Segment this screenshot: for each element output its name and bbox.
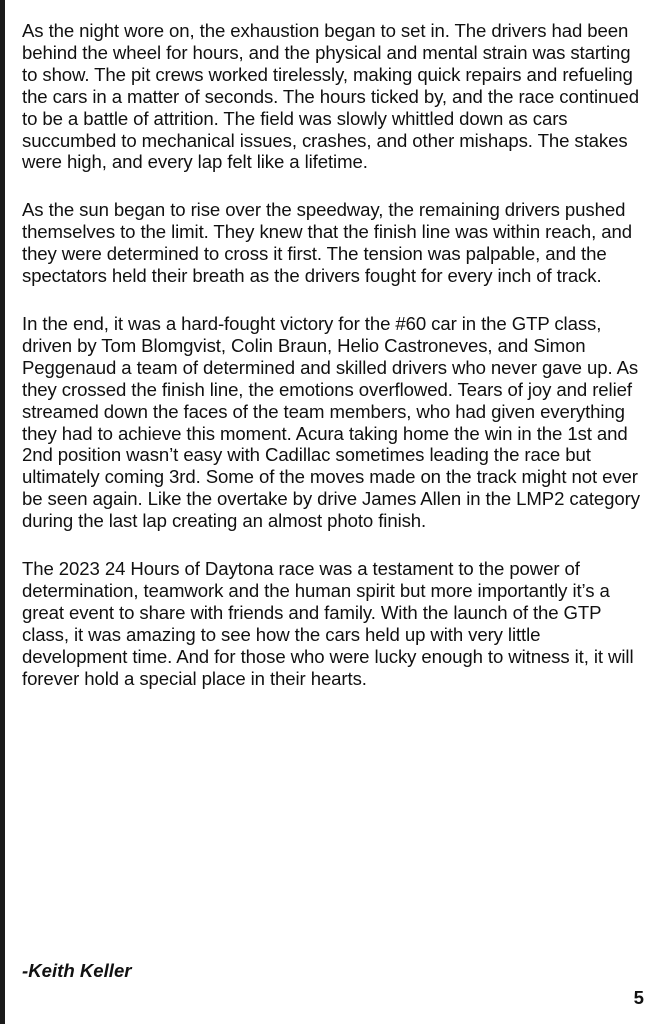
paragraph-night-exhaustion: As the night wore on, the exhaustion began to set in. The drivers had been behind the wheel for hours, and the physical and mental strain was starting to show. The pit crews worked tirelessly, making quick repairs and refueling the cars in a matter of seconds. The hours ticked by, and the race continued to be a battle of attrition. The field was slowly whittled down as cars succumbed to mechanical issues, crashes, and other mishaps. The stakes were high, and every lap felt like a lifetime. xyxy=(22,20,640,173)
author-signature: -Keith Keller xyxy=(22,960,132,981)
paragraph-conclusion: The 2023 24 Hours of Daytona race was a testament to the power of determination, teamwork and the human spirit but more importantly it’s a great event to share with friends and family. With the launch of the GTP class, it was amazing to see how the cars held up with very little development time. And for those who were lucky enough to witness it, it will forever hold a special place in their hearts. xyxy=(22,558,634,689)
paragraph-sunrise: As the sun began to rise over the speedway, the remaining drivers pushed themselves to the limit. They knew that the finish line was within reach, and they were determined to cross it first. The tension was palpable, and the spectators held their breath as the drivers fought for every inch of track. xyxy=(22,199,632,287)
page-number: 5 xyxy=(633,987,644,1008)
article-body xyxy=(22,20,646,715)
paragraph-victory: In the end, it was a hard-fought victory for the #60 car in the GTP class, driven by Tom Blomgvist, Colin Braun, Helio Castroneves, and Simon Peggenaud a team of determined and skilled drivers who never gave up. As they crossed the finish line, the emotions overflowed. Tears of joy and relief streamed down the faces of the team members, who had given everything they had to achieve this moment. Acura taking home the win in the 1st and 2nd position wasn’t easy with Cadillac sometimes leading the race but ultimately coming 3rd. Some of the moves made on the track might not ever be seen again. Like the overtake by drive James Allen in the LMP2 category during the last lap creating an almost photo finish. xyxy=(22,312,640,532)
page-binding-edge xyxy=(0,0,5,1024)
